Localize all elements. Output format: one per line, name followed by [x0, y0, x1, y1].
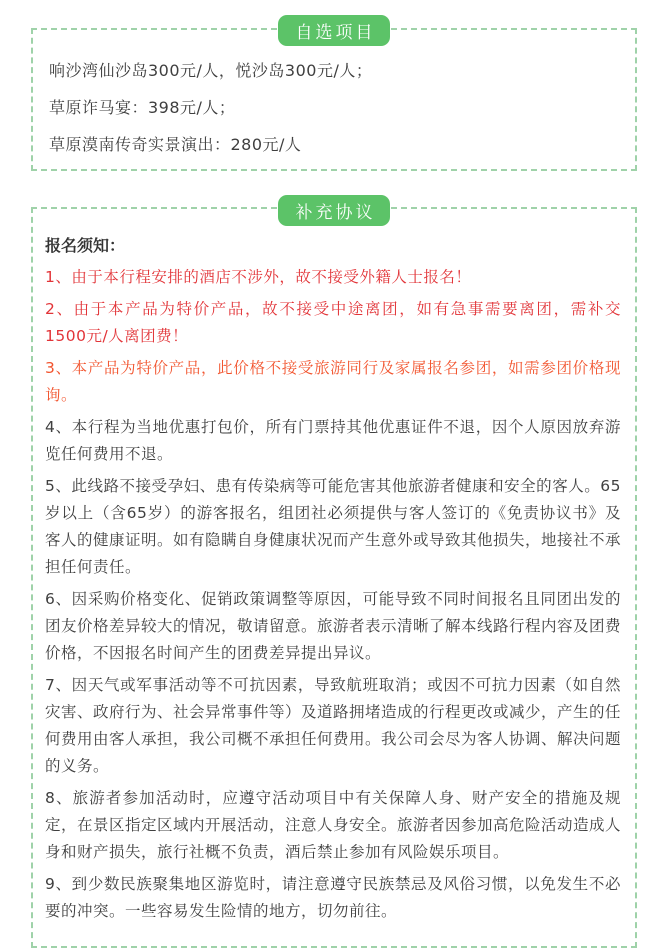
optional-items-badge: 自选项目 [278, 15, 390, 46]
optional-item-line: 响沙湾仙沙岛300元/人，悦沙岛300元/人； [49, 61, 373, 80]
optional-items-box [31, 28, 637, 171]
notice-item: 1、由于本行程安排的酒店不涉外，故不接受外籍人士报名！ [45, 268, 472, 286]
notice-items-list [45, 264, 621, 925]
optional-items-list [49, 60, 619, 156]
notice-heading: 报名须知： [45, 236, 126, 255]
notice-item: 4、本行程为当地优惠打包价，所有门票持其他优惠证件不退，因个人原因放弃游览任何费用不退。 [45, 418, 621, 463]
optional-item-line: 草原漠南传奇实景演出：280元/人 [49, 135, 302, 154]
notice-item: 7、因天气或军事活动等不可抗因素，导致航班取消；或因不可抗力因素（如自然灾害、政府行为、社会异常事件等）及道路拥堵造成的行程更改或减少，产生的任何费用由客人承担，我公司概不承担任何费用。我公司会尽为客人协调、解决问题的义务。 [45, 676, 622, 775]
optional-items-section [31, 0, 637, 171]
notice-item: 9、到少数民族聚集地区游览时，请注意遵守民族禁忌及风俗习惯，以免发生不必要的冲突。一些容易发生险情的地方，切勿前往。 [45, 875, 621, 920]
notice-item: 3、本产品为特价产品，此价格不接受旅游同行及家属报名参团，如需参团价格现询。 [45, 359, 621, 404]
notice-item: 8、旅游者参加活动时，应遵守活动项目中有关保障人身、财产安全的措施及规定，在景区指定区域内开展活动，注意人身安全。旅游者因参加高危险活动造成人身和财产损失，旅行社概不负责，酒后禁止参加有风险娱乐项目。 [45, 789, 622, 861]
supplement-box [31, 207, 637, 948]
supplement-badge: 补充协议 [278, 195, 390, 226]
notice-item: 6、因采购价格变化、促销政策调整等原因，可能导致不同时间报名且同团出发的团友价格差异较大的情况，敬请留意。旅游者表示清晰了解本线路行程内容及团费价格，不因报名时间产生的团费差异提出异议。 [45, 590, 622, 662]
supplement-section [31, 171, 637, 948]
optional-item-line: 草原诈马宴：398元/人； [49, 98, 236, 117]
notice-item: 2、由于本产品为特价产品，故不接受中途离团，如有急事需要离团，需补交1500元/人离团费！ [45, 300, 621, 345]
notice-item: 5、此线路不接受孕妇、患有传染病等可能危害其他旅游者健康和安全的客人。65岁以上（含65岁）的游客报名，组团社必须提供与客人签订的《免责协议书》及客人的健康证明。如有隐瞒自身健康状况而产生意外或导致其他损失，地接社不承担任何责任。 [45, 477, 622, 576]
